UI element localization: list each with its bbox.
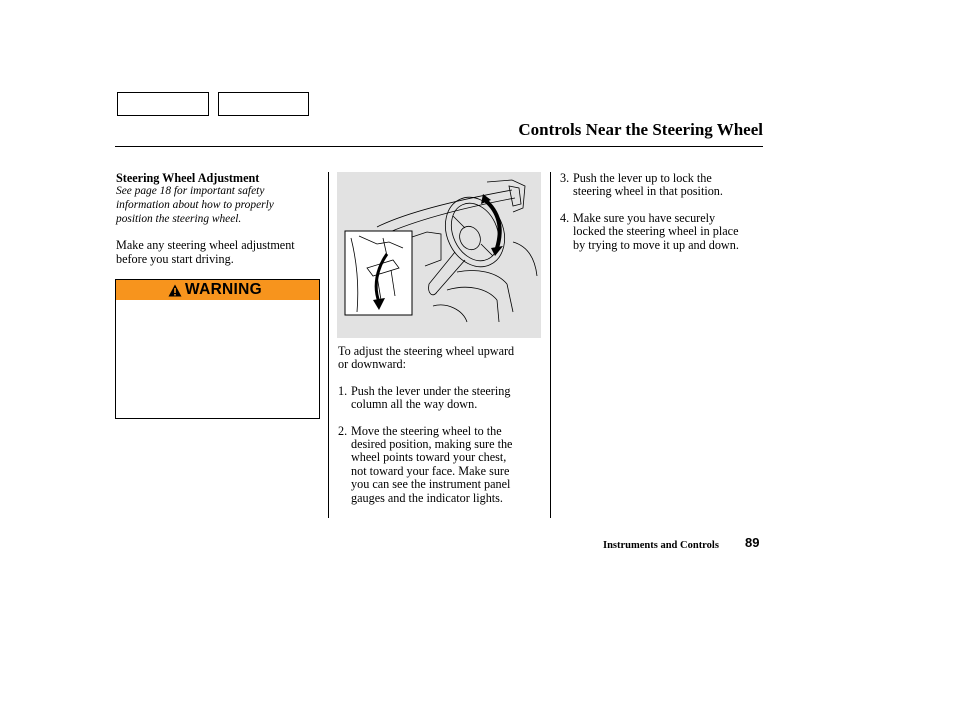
section-heading: Steering Wheel Adjustment: [116, 171, 260, 185]
nav-button-next[interactable]: [218, 92, 309, 116]
column-left: [116, 172, 322, 266]
instruction-intro: [338, 345, 544, 372]
step-item: [338, 385, 544, 412]
column-divider: [550, 172, 551, 518]
step-line: wheel points toward your chest,: [351, 450, 507, 465]
safety-note-line: information about how to properly: [116, 199, 274, 211]
page-number: 89: [745, 535, 760, 550]
instruction-intro-line: or downward:: [338, 357, 407, 372]
nav-button-previous[interactable]: [117, 92, 209, 116]
safety-note-line: position the steering wheel.: [116, 212, 242, 225]
step-line: steering wheel in that position.: [573, 184, 723, 199]
step-item: [560, 212, 765, 252]
step-line: gauges and the indicator lights.: [351, 490, 503, 505]
warning-triangle-icon: [168, 284, 182, 297]
steering-wheel-illustration: [337, 172, 541, 338]
step-line: Push the lever up to lock the: [573, 171, 712, 185]
column-middle: [338, 345, 544, 505]
step-number: 1.: [338, 383, 348, 398]
safety-note: [116, 185, 322, 226]
step-line: column all the way down.: [351, 397, 478, 412]
footer-section-label: Instruments and Controls: [603, 540, 719, 551]
intro-line: before you start driving.: [116, 251, 234, 266]
intro-line: Make any steering wheel adjustment: [116, 238, 295, 253]
step-line: you can see the instrument panel: [351, 477, 511, 492]
intro-paragraph: [116, 239, 322, 266]
steering-wheel-adjustment-illustration: [337, 172, 541, 338]
warning-header: [116, 280, 319, 300]
step-line: Push the lever under the steering: [351, 383, 511, 398]
step-item: [560, 172, 765, 199]
title-rule: [115, 146, 763, 147]
warning-box: [115, 279, 320, 419]
step-item: [338, 425, 544, 505]
step-line: Make sure you have securely: [573, 210, 716, 225]
step-number: 4.: [560, 210, 570, 225]
step-number: 2.: [338, 423, 348, 438]
step-line: locked the steering wheel in place: [573, 224, 739, 239]
step-line: desired position, making sure the: [351, 437, 513, 452]
step-line: Move the steering wheel to the: [351, 423, 502, 438]
column-right: [560, 172, 765, 252]
step-number: 3.: [560, 171, 570, 185]
instruction-intro-line: To adjust the steering wheel upward: [338, 344, 515, 358]
page-title: Controls Near the Steering Wheel: [518, 120, 763, 139]
column-divider: [328, 172, 329, 518]
warning-label: WARNING: [185, 281, 263, 298]
step-line: by trying to move it up and down.: [573, 237, 739, 252]
step-line: not toward your face. Make sure: [351, 463, 510, 478]
safety-note-line: See page 18 for important safety: [116, 185, 265, 198]
